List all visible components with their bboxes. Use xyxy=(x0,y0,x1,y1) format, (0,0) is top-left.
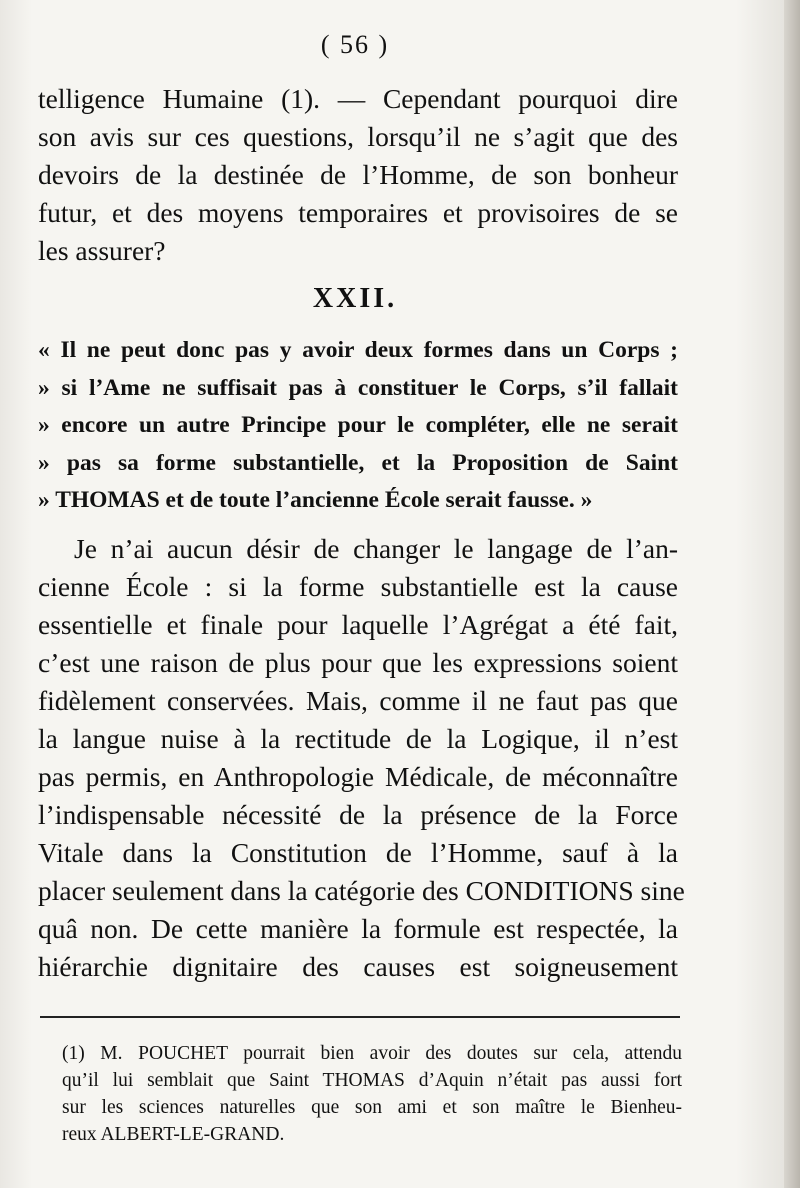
text-line: telligence Humaine (1). — Cependant pourquoi dire xyxy=(38,83,678,114)
text-line: les assurer? xyxy=(38,235,166,266)
footnote-line: (1) M. POUCHET pourrait bien avoir des doutes sur cela, attendu xyxy=(62,1043,682,1064)
footnote xyxy=(62,1040,682,1148)
quotation xyxy=(38,332,678,520)
quote-line: » encore un autre Principe pour le compléter, elle ne serait xyxy=(38,412,678,438)
text-line: l’indispensable nécessité de la présence de la Force xyxy=(38,799,678,830)
page-number: ( 56 ) xyxy=(320,30,390,59)
text-line: son avis sur ces questions, lorsqu’il ne s’agit que des xyxy=(38,121,678,152)
text-line: cienne École : si la forme substantielle est la cause xyxy=(38,571,678,602)
text-line: hiérarchie dignitaire des causes est soigneusement xyxy=(38,951,678,982)
text-line: la langue nuise à la rectitude de la Logique, il n’est xyxy=(38,723,678,754)
footnote-line: sur les sciences naturelles que son ami et son maître le Bienheu- xyxy=(62,1097,682,1118)
paragraph-2 xyxy=(38,530,685,986)
text-line: quâ non. De cette manière la formule est respectée, la xyxy=(38,913,678,944)
text-line: essentielle et finale pour laquelle l’Agrégat a été fait, xyxy=(38,609,678,640)
text-line: placer seulement dans la catégorie des CONDITIONS sine xyxy=(38,875,685,906)
quote-line: « Il ne peut donc pas y avoir deux formes dans un Corps ; xyxy=(38,337,678,363)
quote-line: » THOMAS et de toute l’ancienne École serait fausse. » xyxy=(38,487,593,513)
text-line: fidèlement conservées. Mais, comme il ne faut pas que xyxy=(38,685,678,716)
text-line: pas permis, en Anthropologie Médicale, de méconnaître xyxy=(38,761,678,792)
quote-line: » si l’Ame ne suffisait pas à constituer le Corps, s’il fallait xyxy=(38,374,678,401)
page-edge xyxy=(784,0,800,1188)
text-line: futur, et des moyens temporaires et provisoires de se xyxy=(38,197,678,228)
quote-line: » pas sa forme substantielle, et la Proposition de Saint xyxy=(38,449,678,476)
footnote-line: qu’il lui semblait que Saint THOMAS d’Aquin n’était pas aussi fort xyxy=(62,1070,682,1091)
text-line: Je n’ai aucun désir de changer le langage de l’an- xyxy=(74,533,678,564)
text-line: devoirs de la destinée de l’Homme, de son bonheur xyxy=(38,159,678,190)
text-line: c’est une raison de plus pour que les expressions soient xyxy=(38,647,678,678)
text-line: Vitale dans la Constitution de l’Homme, sauf à la xyxy=(38,837,678,868)
footnote-rule xyxy=(40,1016,680,1018)
paragraph-1 xyxy=(38,80,678,270)
footnote-line: reux ALBERT-LE-GRAND. xyxy=(62,1124,285,1145)
section-heading: XXII. xyxy=(312,283,398,314)
